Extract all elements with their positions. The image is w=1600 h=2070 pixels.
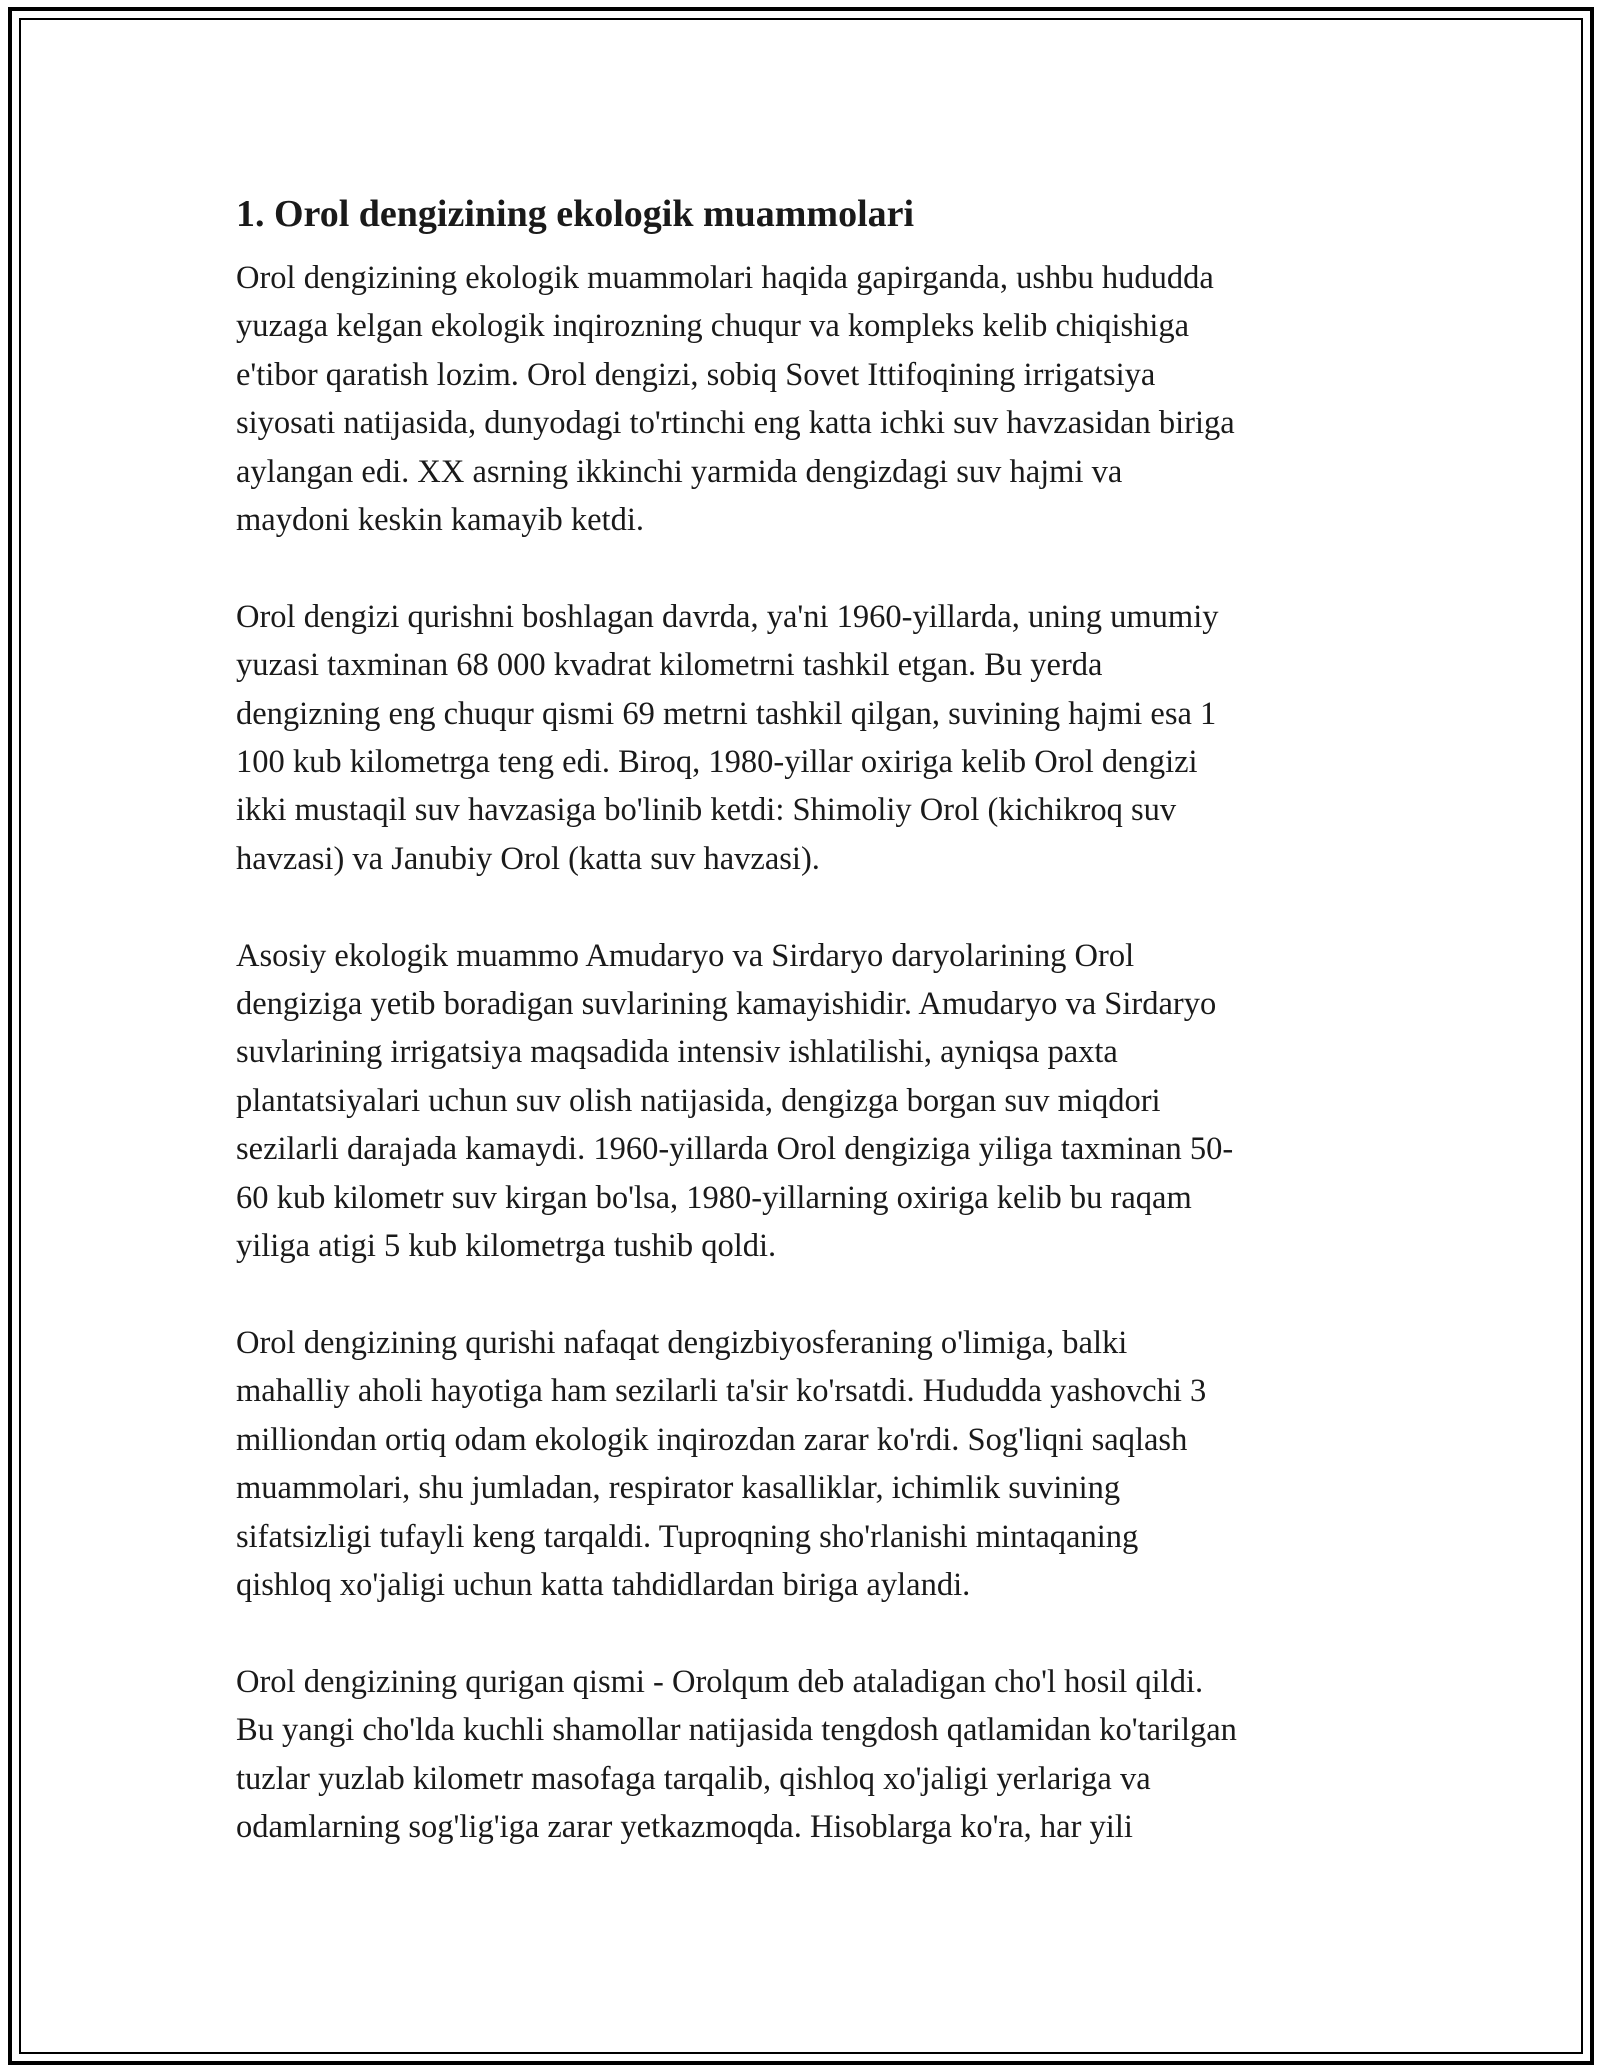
text-line: yiliga atigi 5 kub kilometrga tushib qoldi. <box>236 1228 777 1265</box>
text-line: e'tibor qaratish lozim. Orol dengizi, sobiq Sovet Ittifoqining irrigatsiya <box>236 356 1156 393</box>
text-line: sifatsizligi tufayli keng tarqaldi. Tuproqning sho'rlanishi mintaqaning <box>236 1518 1139 1555</box>
text-line: odamlarning sog'lig'iga zarar yetkazmoqda. Hisoblarga ko'ra, har yili <box>236 1808 1133 1845</box>
text-line: Orol dengizining qurishi nafaqat dengizbiyosferaning o'limiga, balki <box>236 1324 1128 1361</box>
text-line: dengiziga yetib boradigan suvlarining kamayishidir. Amudaryo va Sirdaryo <box>236 986 1217 1023</box>
text-line: muammolari, shu jumladan, respirator kasalliklar, ichimlik suvining <box>236 1470 1121 1507</box>
text-line: plantatsiyalari uchun suv olish natijasida, dengizga borgan suv miqdori <box>236 1082 1161 1119</box>
text-line: yuzaga kelgan ekologik inqirozning chuqur va kompleks kelib chiqishiga <box>236 308 1190 345</box>
text-line: suvlarining irrigatsiya maqsadida intensiv ishlatilishi, ayniqsa paxta <box>236 1034 1118 1071</box>
text-line: milliondan ortiq odam ekologik inqirozdan zarar ko'rdi. Sog'liqni saqlash <box>236 1421 1188 1458</box>
text-line: siyosati natijasida, dunyodagi to'rtinchi eng katta ichki suv havzasidan biriga <box>236 405 1235 442</box>
text-line: yuzasi taxminan 68 000 kvadrat kilometrni tashkil etgan. Bu yerda <box>236 647 1103 684</box>
text-line: maydoni keskin kamayib ketdi. <box>236 502 644 539</box>
text-line: 100 kub kilometrga teng edi. Biroq, 1980-yillar oxiriga kelib Orol dengizi <box>236 744 1198 781</box>
text-line: Bu yangi cho'lda kuchli shamollar natijasida tengdosh qatlamidan ko'tarilgan <box>236 1712 1237 1749</box>
paragraph-5 <box>236 1658 1376 1852</box>
text-line: tuzlar yuzlab kilometr masofaga tarqalib, qishloq xo'jaligi yerlariga va <box>236 1760 1151 1797</box>
paragraph-2 <box>236 593 1376 883</box>
page-title: 1. Orol dengizining ekologik muammolari <box>236 193 915 235</box>
text-line: Asosiy ekologik muammo Amudaryo va Sirdaryo daryolarining Orol <box>236 937 1135 974</box>
paragraph-1 <box>236 254 1376 544</box>
paragraph-list <box>236 254 1376 1851</box>
paragraph-3 <box>236 932 1376 1271</box>
text-line: sezilarli darajada kamaydi. 1960-yillarda Orol dengiziga yiliga taxminan 50- <box>236 1131 1234 1168</box>
text-line: mahalliy aholi hayotiga ham sezilarli ta'sir ko'rsatdi. Hududda yashovchi 3 <box>236 1373 1207 1410</box>
text-line: aylangan edi. XX asrning ikkinchi yarmida dengizdagi suv hajmi va <box>236 453 1123 490</box>
text-line: Orol dengizining ekologik muammolari haqida gapirganda, ushbu hududda <box>236 260 1214 296</box>
text-line: 60 kub kilometr suv kirgan bo'lsa, 1980-yillarning oxiriga kelib bu raqam <box>236 1179 1192 1216</box>
text-line: ikki mustaqil suv havzasiga bo'linib ketdi: Shimoliy Orol (kichikroq suv <box>236 792 1177 829</box>
paragraph-4 <box>236 1319 1376 1609</box>
text-line: qishloq xo'jaligi uchun katta tahdidlardan biriga aylandi. <box>236 1566 971 1603</box>
text-line: dengizning eng chuqur qismi 69 metrni tashkil qilgan, suvining hajmi esa 1 <box>236 695 1217 732</box>
text-line: Orol dengizi qurishni boshlagan davrda, ya'ni 1960-yillarda, uning umumiy <box>236 598 1219 635</box>
document-body <box>236 186 1376 1900</box>
text-line: havzasi) va Janubiy Orol (katta suv havzasi). <box>236 840 820 877</box>
text-line: Orol dengizining qurigan qismi - Orolqum deb ataladigan cho'l hosil qildi. <box>236 1663 1204 1700</box>
